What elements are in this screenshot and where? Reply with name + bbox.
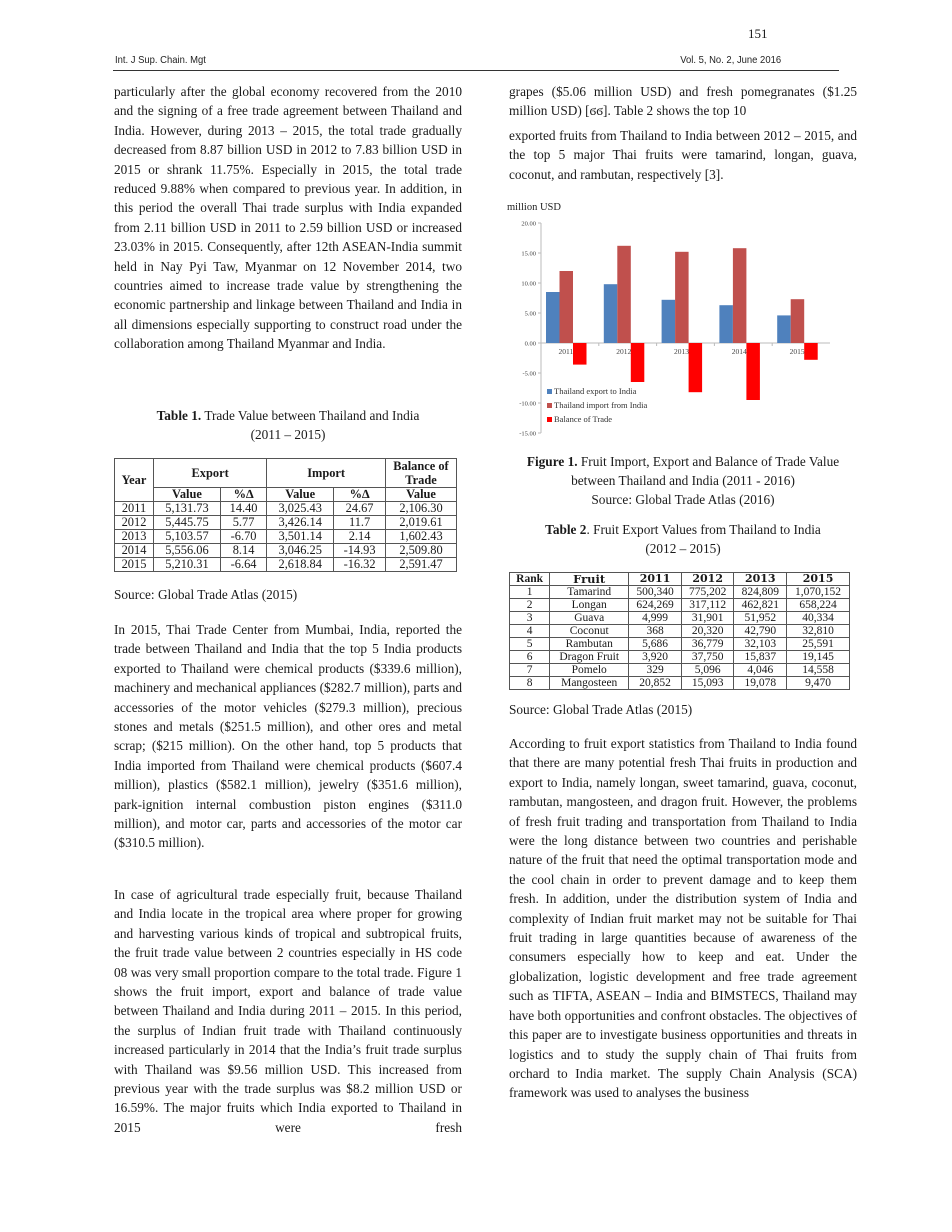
bar-thailand-export-to-india-2013 (662, 300, 676, 343)
x-tick-label: 2012 (616, 347, 632, 356)
x-tick-label: 2011 (558, 347, 574, 356)
table-header-cell: Rank (510, 573, 550, 586)
paragraph: In case of agricultural trade especially fruit, because Thailand and India locate in the tropical area where proper for growing and harvesting various kinds of tropical and subtropical fruits, the fruit trade value between 2 countries especially in HS code 08 was very small proportion compare to the total trade. Figure 1 shows the fruit import, export and balance of trade value between Thailand and India during 2011 – 2015. In this period, the surplus of Indian fruit trade with Thailand continuously increased particularly in 2014 that the India’s fruit trade surplus with Thailand was $9.56 million USD. This increased from previous year with the trade surplus was $8.2 million USD or 16.59%. The major fruits which India exported to Thailand in 2015 were fresh (114, 887, 462, 1135)
table-cell: Pomelo (550, 664, 629, 677)
table-cell: 2015 (115, 558, 154, 572)
table-header-cell: 2015 (787, 573, 850, 586)
table2-caption-text: . Fruit Export Values from Thailand to India (586, 522, 821, 537)
right-column-para1a (509, 82, 857, 121)
y-tick-label: -10.00 (519, 400, 536, 408)
table-row (510, 612, 850, 625)
table-row (115, 558, 457, 572)
y-tick-label: 0.00 (524, 340, 536, 348)
figure1-caption (509, 452, 857, 509)
table-cell: 1 (510, 586, 550, 599)
x-tick-label: 2014 (731, 347, 747, 356)
th-export-pct: %∆ (220, 488, 266, 502)
table-cell: 2013 (115, 530, 154, 544)
table-cell: 368 (629, 625, 682, 638)
table-cell: -16.32 (334, 558, 386, 572)
figure1-chart (505, 195, 835, 440)
table-cell: 1,602.43 (386, 530, 457, 544)
table-cell: 5,686 (629, 638, 682, 651)
table-cell: 3,501.14 (267, 530, 334, 544)
bar-thailand-import-from-india-2011 (560, 271, 574, 343)
bar-thailand-export-to-india-2011 (546, 292, 560, 343)
table-row (510, 638, 850, 651)
bar-thailand-export-to-india-2014 (719, 305, 733, 343)
legend-label: Thailand import from India (554, 400, 648, 410)
table-cell: Dragon Fruit (550, 651, 629, 664)
table-cell: -6.70 (220, 530, 266, 544)
y-tick-label: -15.00 (519, 430, 536, 438)
table-cell: 20,320 (681, 625, 734, 638)
table-cell: 5,210.31 (154, 558, 221, 572)
table-row (510, 586, 850, 599)
th-import-pct: %∆ (334, 488, 386, 502)
th-export-value: Value (154, 488, 221, 502)
table-cell: 14,558 (787, 664, 850, 677)
table-cell: -14.93 (334, 544, 386, 558)
left-column-para2 (114, 620, 462, 853)
table-cell: 2014 (115, 544, 154, 558)
table-cell: Rambutan (550, 638, 629, 651)
table-cell: 2,509.80 (386, 544, 457, 558)
page-number: 151 (748, 26, 768, 41)
table2-caption-line2: (2012 – 2015) (645, 541, 721, 556)
table-cell: 2,618.84 (267, 558, 334, 572)
table-cell: 5,445.75 (154, 516, 221, 530)
table-cell: 5,131.73 (154, 502, 221, 516)
table-cell: -6.64 (220, 558, 266, 572)
legend-label: Balance of Trade (554, 414, 613, 424)
y-axis-label: million USD (507, 202, 561, 213)
bar-balance-of-trade-2012 (631, 343, 645, 382)
right-column-para2 (509, 734, 857, 1103)
table-cell: 2,106.30 (386, 502, 457, 516)
table2-caption (509, 520, 857, 558)
th-balance-value: Value (386, 488, 457, 502)
table-cell: 3,025.43 (267, 502, 334, 516)
bar-balance-of-trade-2014 (746, 343, 760, 400)
left-column-para3 (114, 885, 462, 1137)
table-cell: 3,920 (629, 651, 682, 664)
table2-label: Table 2 (545, 522, 587, 537)
table-cell: 4,999 (629, 612, 682, 625)
table-cell: 37,750 (681, 651, 734, 664)
table-cell: 6 (510, 651, 550, 664)
paragraph: grapes ($5.06 million USD) and fresh pomegranates ($1.25 million USD) [ϭϭ]. Table 2 shows the top 10 (509, 84, 857, 119)
table-cell: 19,078 (734, 677, 787, 690)
table1-source: Source: Global Trade Atlas (2015) (114, 587, 298, 602)
table-row (510, 664, 850, 677)
table-cell: 4 (510, 625, 550, 638)
table-cell: 51,952 (734, 612, 787, 625)
figure1-source: Source: Global Trade Atlas (2016) (591, 492, 775, 507)
volume-info: Vol. 5, No. 2, June 2016 (680, 54, 781, 66)
table-header-cell: 2013 (734, 573, 787, 586)
bar-thailand-import-from-india-2015 (791, 299, 805, 343)
table-cell: 5.77 (220, 516, 266, 530)
table-row (115, 544, 457, 558)
y-tick-label: 15.00 (521, 250, 536, 258)
table-cell: Mangosteen (550, 677, 629, 690)
th-year: Year (115, 459, 154, 502)
table-cell: 5,103.57 (154, 530, 221, 544)
table-row (115, 516, 457, 530)
table-cell: 329 (629, 664, 682, 677)
bar-thailand-export-to-india-2015 (777, 315, 791, 343)
table-header-cell: 2012 (681, 573, 734, 586)
table-row (115, 530, 457, 544)
paragraph: In 2015, Thai Trade Center from Mumbai, India, reported the trade between Thailand and India that the top 5 India products exported to Thailand were chemical products ($339.6 million), machinery and mechanical appliances ($282.7 million), parts and accessories of the motor vehicles ($279.3 million), precious stones and metals ($251.5 million), and other ores and metal scrap; ($215 million). On the other hand, top 5 products that India imported from Thailand were chemical products ($607.4 million), plastics ($582.1 million), jewelry ($351.6 million), park-ignition internal combustion piston engines ($311.0 million), and motor car, parts and accessories of the motor car ($310.5 million). (114, 622, 462, 851)
table1-caption-text: Trade Value between Thailand and India (201, 408, 420, 423)
table-cell: 9,470 (787, 677, 850, 690)
table1 (114, 458, 457, 572)
table-cell: 775,202 (681, 586, 734, 599)
table2 (509, 572, 850, 690)
table-cell: 20,852 (629, 677, 682, 690)
table-cell: Longan (550, 599, 629, 612)
legend-swatch (547, 417, 552, 422)
table-cell: 25,591 (787, 638, 850, 651)
table-cell: 824,809 (734, 586, 787, 599)
table-cell: 317,112 (681, 599, 734, 612)
table-cell: 2.14 (334, 530, 386, 544)
y-tick-label: -5.00 (522, 370, 536, 378)
table-cell: 5,556.06 (154, 544, 221, 558)
table-cell: 2 (510, 599, 550, 612)
table-row (510, 625, 850, 638)
table-cell: 3,426.14 (267, 516, 334, 530)
legend-label: Thailand export to India (554, 386, 637, 396)
table-cell: 8.14 (220, 544, 266, 558)
table-cell: 31,901 (681, 612, 734, 625)
left-column (114, 82, 462, 354)
y-tick-label: 20.00 (521, 220, 536, 228)
table-cell: 7 (510, 664, 550, 677)
table-cell: 1,070,152 (787, 586, 850, 599)
bar-thailand-import-from-india-2014 (733, 248, 747, 343)
table-row (510, 599, 850, 612)
table-cell: 19,145 (787, 651, 850, 664)
table-cell: Coconut (550, 625, 629, 638)
table-cell: Guava (550, 612, 629, 625)
running-header (113, 52, 839, 71)
x-tick-label: 2013 (674, 347, 689, 356)
table-cell: 24.67 (334, 502, 386, 516)
table1-caption-line2: (2011 – 2015) (250, 427, 326, 442)
figure1-caption-text: Fruit Import, Export and Balance of Trade Value between Thailand and India (2011 - 2016) (571, 454, 840, 488)
table-cell: 15,837 (734, 651, 787, 664)
table-cell: 5,096 (681, 664, 734, 677)
y-tick-label: 10.00 (521, 280, 536, 288)
table-cell: 624,269 (629, 599, 682, 612)
bar-balance-of-trade-2011 (573, 343, 587, 365)
table-cell: 2,019.61 (386, 516, 457, 530)
x-tick-label: 2015 (789, 347, 805, 356)
legend-swatch (547, 389, 552, 394)
table-header-cell: 2011 (629, 573, 682, 586)
paragraph: According to fruit export statistics from Thailand to India found that there are many potential fresh Thai fruits in production and export to India, namely longan, sweet tamarind, guava, coconut, rambutan, mangosteen, and dragon fruit. However, the problems of fresh fruit trading and transportation from Thailand to India were the long distance between two countries and perishable nature of the fruit that need the optimal transportation mode and the cool chain in order to prevent damage and to keep them fresh. In addition, under the distribution system of India and complexity of Indian fruit market may not be suitable for Thai fruit trading in large quantities because of awareness of the consumers especially how to keep and eat. Under the globalization, logistic development and free trade agreement such as TIFTA, ASEAN – India and BIMSTECS, Thailand may have both opportunities and confront obstacles. The objectives of this paper are to investigate business opportunities and threats in logistics and to study the supply chain of Thai fruits from orchard to India market. The supply Chain Analysis (SCA) framework was used to analyses the business (509, 736, 857, 1101)
table-cell: 14.40 (220, 502, 266, 516)
table-cell: 36,779 (681, 638, 734, 651)
table-cell: 2,591.47 (386, 558, 457, 572)
table-cell: 3,046.25 (267, 544, 334, 558)
table1-label: Table 1. (156, 408, 202, 423)
table-cell: 4,046 (734, 664, 787, 677)
th-import: Import (267, 459, 386, 488)
table-cell: 2011 (115, 502, 154, 516)
table-cell: 500,340 (629, 586, 682, 599)
bar-balance-of-trade-2015 (804, 343, 818, 360)
table-cell: 40,334 (787, 612, 850, 625)
table-cell: 658,224 (787, 599, 850, 612)
bar-thailand-export-to-india-2012 (604, 284, 618, 343)
table2-source: Source: Global Trade Atlas (2015) (509, 702, 693, 717)
table-cell: 8 (510, 677, 550, 690)
table-cell: 32,103 (734, 638, 787, 651)
paragraph: particularly after the global economy recovered from the 2010 and the signing of a free trade agreement between Thailand and India. However, during 2013 – 2015, the total trade gradually decreased from 8.87 billion USD in 2012 to 7.83 billion USD in 2015 or shrank 11.75%. Especially in 2015, the total trade reduced 9.88% when compared to previous year. In addition, in this period the overall Thai trade surplus with India expanded from 2.11 billion USD in 2011 to 2.59 billion USD or increased 23.03% in 2015. Consequently, after 12th ASEAN-India summit held in Nay Pyi Taw, Myanmar on 12 November 2014, two countries aimed to increase trade value by strengthening the economic partnership and linkage between Thailand and India in all dimensions especially supporting to construct road under the collaboration among Thailand Myanmar and India. (114, 84, 462, 352)
bar-balance-of-trade-2013 (689, 343, 703, 392)
table1-caption (114, 406, 462, 444)
table-cell: 32,810 (787, 625, 850, 638)
th-import-value: Value (267, 488, 334, 502)
journal-name: Int. J Sup. Chain. Mgt (115, 54, 206, 66)
right-column-para1b (509, 126, 857, 184)
th-export: Export (154, 459, 267, 488)
legend-swatch (547, 403, 552, 408)
bar-thailand-import-from-india-2013 (675, 252, 689, 343)
y-tick-label: 5.00 (524, 310, 536, 318)
table-cell: 42,790 (734, 625, 787, 638)
table-cell: 11.7 (334, 516, 386, 530)
table-cell: Tamarind (550, 586, 629, 599)
th-balance: Balance of Trade (386, 459, 457, 488)
table-header-cell: Fruit (550, 573, 629, 586)
table-cell: 5 (510, 638, 550, 651)
bar-thailand-import-from-india-2012 (617, 246, 631, 343)
table-row (510, 651, 850, 664)
table-cell: 15,093 (681, 677, 734, 690)
table-row (510, 677, 850, 690)
table-cell: 3 (510, 612, 550, 625)
paragraph: exported fruits from Thailand to India between 2012 – 2015, and the top 5 major Thai fruits were tamarind, longan, guava, coconut, and rambutan, respectively [3]. (509, 128, 857, 182)
table-cell: 462,821 (734, 599, 787, 612)
table-row (115, 502, 457, 516)
figure1-label: Figure 1. (526, 454, 578, 469)
table-cell: 2012 (115, 516, 154, 530)
